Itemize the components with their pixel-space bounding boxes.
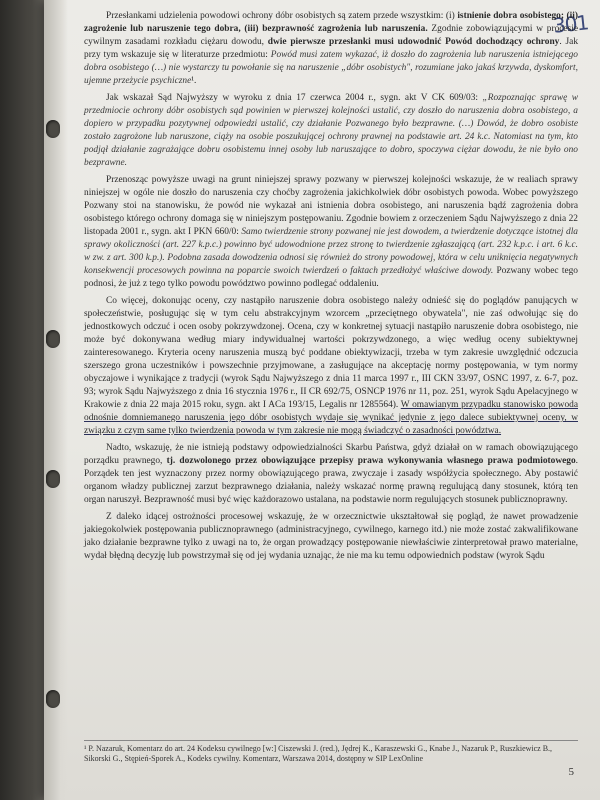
handwritten-page-stamp: 301 [551,10,590,38]
document-page [44,0,600,800]
paragraph-procedural-caution: Z daleko idącej ostrożności procesowej wskazuję, że w orzecznictwie ukształtował się pogląd, że nawet prowadzenie jakiegokolwiek postępowania publicznoprawnego (administracyjnego, cywilnego, karnego itd.) nie może zostać zakwalifikowane jako działanie bezprawne tylko z uwagi na to, że organ prowadzący postępowanie niewłaściwie zinterpretował prawo materialne, wydał błędną decyzję lub powstrzymał się od jej wydania uznając, że nie ma ku temu odpowiednich podstaw (wyrok Sądu [84,512,578,561]
punch-hole [46,690,60,708]
footnote-ref: ¹. [191,76,197,86]
burden-bold: dwie pierwsze przesłanki musi udowodnić Powód dochodzący ochrony [267,37,560,47]
paragraph-premises: Przesłankami udzielenia powodowi ochrony dóbr osobistych są zatem przede wszystkim: (i) istnienie dobra osobistego; (ii) zagrożenie lub naruszenie tego dobra, (iii) bezprawność zagrożenia lub naruszenia. Zgodnie zobowiązującymi w procesie cywilnym zasadami rozkładu ciężaru dowodu, dwie pierwsze przesłanki musi udowodnić Powód dochodzący ochrony. Jak przy tym wskazuje się w literaturze przedmiotu: Powód musi zatem wykazać, iż doszło do zagrożenia lub naruszenia istniejącego dobra osobistego (…) nie wystarczy tu powołanie się na naruszenie „dóbr osobistych", rozumiane jako jakaś krzywda, dyskomfort, ujemne przeżycie psychiczne¹. [84,11,579,86]
underlined-conclusion: W omawianym przypadku stanowisko powoda odnośnie domniemanego naruszenia jego dóbr osobistych wydaje się wynikać jedynie z jego dalece subiektywnej oceny, w związku z czym same tylko twierdzenia powoda w tym zakresie nie mogą świadczyć o zasadności powództwa. [84,400,578,436]
paragraph-no-violation: Przenosząc powyższe uwagi na grunt niniejszej sprawy pozwany w pierwszej kolejności wskazuje, że w realiach sprawy niniejszej w ogóle nie doszło do naruszenia czy choćby zagrożenia jakichkolwiek dóbr osobistych powoda. Wobec powyższego Pozwany stoi na stanowisku, że powód nie wykazał ani istnienia dobra osobistego, ani naruszenia bądź zagrożenia dobra osobistego którego ochrony domaga się w niniejszym postępowaniu. Zgodnie bowiem z orzeczeniem Sądu Najwyższego z dnia 22 listopada 2001 r., sygn. akt I PKN 660/0: Samo twierdzenie strony pozwanej nie jest dowodem, a twierdzenie dotyczące istotnej dla sprawy okoliczności (art. 227 k.p.c.) powinno być udowodnione przez stronę to twierdzenie zgłaszającą (art. 232 k.p.c. i art. 6 k.c. w zw. z art. 300 k.p.). Podobna zasada dowodzenia odnosi się również do strony powodowej, która w celu uniknięcia negatywnych konsekwencji procesowych powinna na poparcie swoich twierdzeń o faktach przedłożyć właściwe dowody. Pozwany wobec tego podnosi, że już z tego tylko powodu powództwo powinno podlegać oddaleniu. [84,175,578,289]
literature-quote: Powód musi zatem wykazać, iż doszło do zagrożenia lub naruszenia istniejącego dobra osobistego (…) nie wystarczy tu powołanie się na naruszenie „dóbr osobistych", rozumiane jako jakaś krzywda, dyskomfort, ujemne przeżycie psychiczne [84,50,578,86]
paragraph-state-liability: Nadto, wskazuję, że nie istnieją podstawy odpowiedzialności Skarbu Państwa, gdyż działał on w ramach obowiązującego porządku prawnego, tj. dozwolonego przez obowiązujące przepisy prawa wykonywania własnego prawa podmiotowego. Porządek ten jest wyznaczony przez normy obowiązującego prawa, zwyczaje i zasady współżycia społecznego. Aby postawić organom władzy publicznej zarzut bezprawnego działania, należy wskazać normę prawną regulującą dany stosunek, którą ten organ naruszył. Bezprawność musi być więc każdorazowo ustalana, na podstawie norm regulujących stosunek publicznoprawny. [84,443,578,505]
document-body [84,10,578,567]
lawful-action-bold: tj. dozwolonego przez obowiązujące przepisy prawa wykonywania własnego prawa podmiotowego [166,456,576,466]
court-quote-2001: Samo twierdzenie strony pozwanej nie jest dowodem, a twierdzenie dotyczące istotnej dla sprawy okoliczności (art. 227 k.p.c.) powinno być udowodnione przez stronę to twierdzenie zgłaszającą (art. 232 k.p.c. i art. 6 k.c. w zw. z art. 300 k.p.). Podobna zasada dowodzenia odnosi się również do strony powodowej, która w celu uniknięcia negatywnych konsekwencji procesowych powinna na poparcie swoich twierdzeń o faktach przedłożyć właściwe dowody. [84,227,578,276]
page-number: 5 [568,766,574,778]
paragraph-supreme-court-2004: Jak wskazał Sąd Najwyższy w wyroku z dnia 17 czerwca 2004 r., sygn. akt V CK 609/03: „Rozpoznając sprawę w przedmiocie ochrony dóbr osobistych sąd powinien w pierwszej kolejności ustalić, czy doszło do naruszenia dobra osobistego, a dopiero w przypadku pozytywnej odpowiedzi ustalić, czy działanie Pozwanego było bezprawne. (…) Dowód, że dobro osobiste zostało zagrożone lub naruszone, ciąży na osobie poszukującej ochrony prawnej na podstawie art. 24 k.c. Natomiast na tym, kto podjął działanie zagrażające dobru osobistemu innej osoby lub naruszające to dobro, spoczywa ciężar dowodu, że nie było ono bezprawne. [84,93,579,168]
footnote: ¹ P. Nazaruk, Komentarz do art. 24 Kodeksu cywilnego [w:] Ciszewski J. (red.), Jędrej K., Karaszewski G., Knabe J., Nazaruk P., Ruszkiewicz B., Sikorski G., Stępień-Sporek A., Kodeks cywilny. Komentarz, Warszawa 2014, dostępny w SIP LexOnline [84,740,578,764]
binding-edge [44,0,68,800]
court-quote: „Rozpoznając sprawę w przedmiocie ochrony dóbr osobistych sąd powinien w pierwszej kolejności ustalić, czy doszło do naruszenia dobra osobistego, a dopiero w przypadku pozytywnej odpowiedzi ustalić, czy działanie Pozwanego było bezprawne. (…) Dowód, że dobro osobiste zostało zagrożone lub naruszone, ciąży na osobie poszukującej ochrony prawnej na podstawie art. 24 k.c. Natomiast na tym, kto podjął działanie zagrażające dobru osobistemu innej osoby lub naruszające to dobro, spoczywa ciężar dowodu, że nie było ono bezprawne. [84,93,579,168]
punch-hole [46,470,60,488]
punch-hole [46,120,60,138]
punch-hole [46,330,60,348]
paragraph-objective-assessment: Co więcej, dokonując oceny, czy nastąpiło naruszenie dobra osobistego należy odnieść się do poglądów panujących w społeczeństwie, posługując się w tym celu abstrakcyjnym wzorcem „przeciętnego obywatela", nie zaś odwołując się do jednostkowych odczuć i ocen osoby pokrzywdzonej. Ocena, czy w konkretnej sytuacji nastąpiło naruszenie dobra osobistego, nie może być dokonywana według miary indywidualnej wartości pokrzywdzonego, a więc według oceny subiektywnej zainteresowanego. Kryteria oceny naruszenia muszą być poddane obiektywizacji, trzeba w tym zakresie uwzględnić odczucia szerszego grona uczestników i powszechnie przyjmowane, a zasługujące na akceptację normy postępowania, w tym normy obyczajowe i wynikające z tradycji (wyrok Sądu Najwyższego z dnia 11 marca 1997 r., III CKN 33/97, OSNC 1997, z. 6-7, poz. 93; wyrok Sądu Najwyższego z dnia 16 stycznia 1976 r., II CR 692/75, OSNCP 1976 nr 11, poz. 251, wyrok Sądu Apelacyjnego w Krakowie z dnia 22 maja 2015 roku, sygn. akt I ACa 193/15, Legalis nr 1285564). W omawianym przypadku stanowisko powoda odnośnie domniemanego naruszenia jego dóbr osobistych wydaje się wynikać jedynie z jego dalece subiektywnej oceny, w związku z czym same tylko twierdzenia powoda w tym zakresie nie mogą świadczyć o zasadności powództwa. [84,296,578,436]
premises-bold: istnienie dobra osobistego; (ii) zagrożenie lub naruszenie tego dobra, (iii) bezprawność zagrożenia lub naruszenia. [84,11,578,34]
